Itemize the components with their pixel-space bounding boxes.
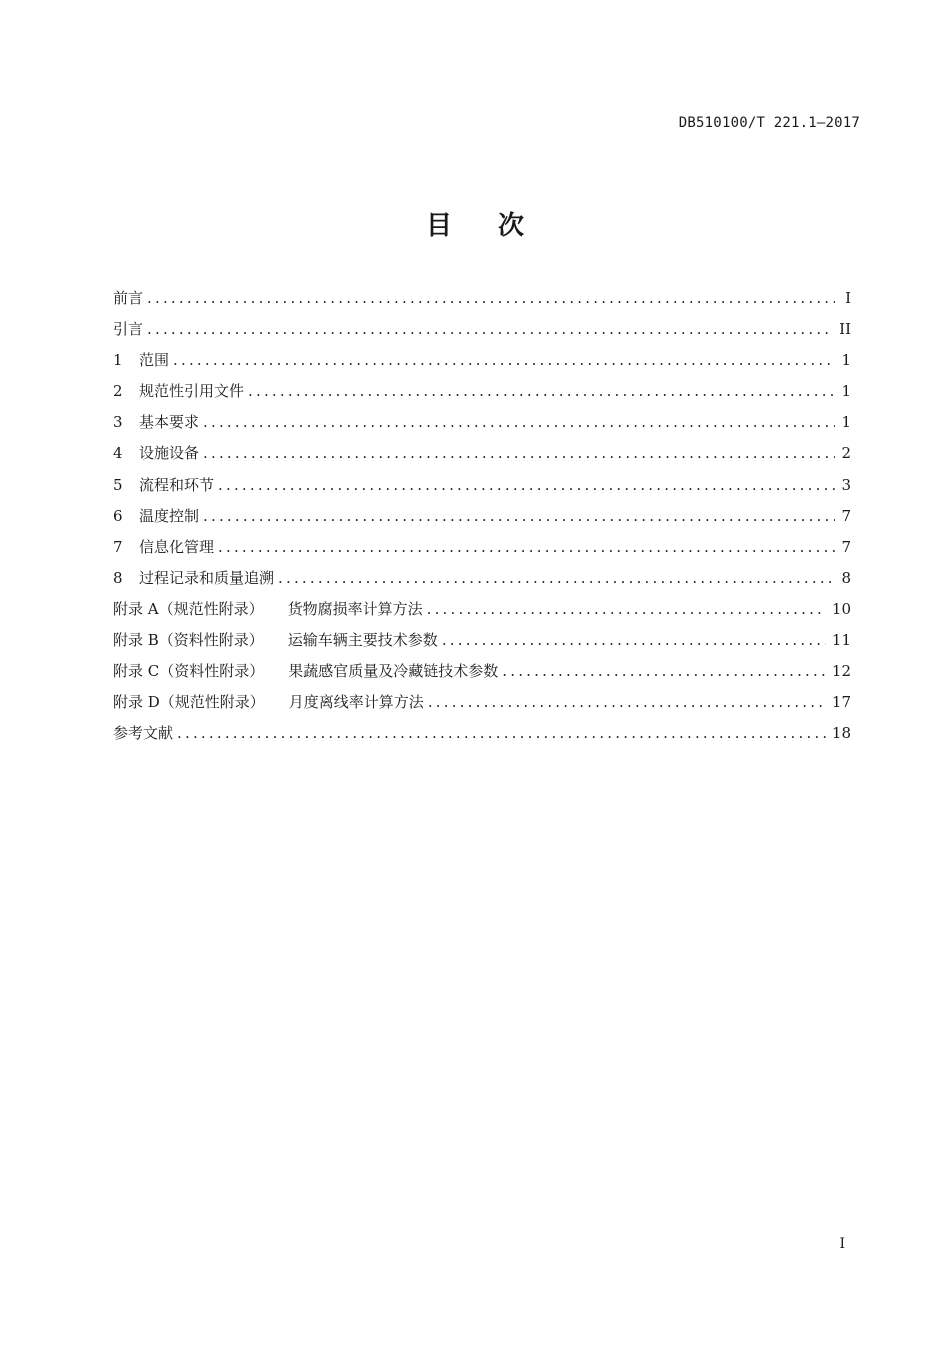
toc-dot-leader [502,656,826,687]
toc-dot-leader [427,594,826,625]
toc-dot-leader [147,314,833,345]
toc-dot-leader [147,283,835,314]
toc-entry-label: 果蔬感官质量及冷藏链技术参数 [288,662,499,681]
toc-entry[interactable] [113,501,851,532]
toc-entry-appendix-prefix: 附录 C（资料性附录） [113,662,265,681]
toc-dot-leader [173,345,835,376]
toc-entry-number: 5 [113,475,123,494]
toc-entry[interactable] [113,407,851,438]
toc-entry-label: 设施设备 [139,444,200,463]
toc-entry-number: 3 [113,413,123,432]
toc-entry-appendix-prefix: 附录 B（资料性附录） [113,631,264,650]
toc-entry-page: 10 [831,599,851,618]
table-of-contents [113,283,851,749]
toc-entry[interactable] [113,532,851,563]
toc-entry[interactable] [113,376,851,407]
toc-entry-page: 11 [831,631,851,650]
toc-dot-leader [203,501,835,532]
toc-entry-label: 流程和环节 [139,475,215,494]
toc-entry-label: 范围 [139,351,170,370]
toc-entry-page: 8 [841,568,851,587]
toc-entry-label: 规范性引用文件 [139,382,245,401]
toc-entry-label: 参考文献 [113,724,174,743]
toc-entry[interactable] [113,594,851,625]
toc-entry[interactable] [113,314,851,345]
toc-entry[interactable] [113,470,851,501]
toc-entry-page: 1 [841,382,851,401]
toc-dot-leader [218,532,835,563]
toc-entry-label: 基本要求 [139,413,200,432]
toc-entry-number: 7 [113,537,123,556]
toc-entry[interactable] [113,718,851,749]
toc-entry-number: 4 [113,444,123,463]
toc-entry[interactable] [113,283,851,314]
toc-dot-leader [248,376,835,407]
toc-entry-appendix-prefix: 附录 A（规范性附录） [113,599,264,618]
toc-dot-leader [442,625,826,656]
toc-entry[interactable] [113,625,851,656]
page-number: I [839,1236,845,1252]
toc-dot-leader [203,407,835,438]
toc-dot-leader [278,563,835,594]
toc-entry-number: 2 [113,382,123,401]
toc-entry-number: 6 [113,506,123,525]
toc-entry[interactable] [113,345,851,376]
toc-entry-label: 温度控制 [139,506,200,525]
toc-entry[interactable] [113,687,851,718]
toc-entry-page: 1 [841,351,851,370]
toc-dot-leader [177,718,826,749]
title-char-1: 目 [425,211,452,241]
toc-entry-page: II [839,320,851,339]
toc-entry-appendix-prefix: 附录 D（规范性附录） [113,693,265,712]
toc-entry-label: 货物腐损率计算方法 [287,599,423,618]
toc-entry-page: 17 [831,693,851,712]
toc-entry-label: 引言 [113,320,144,339]
toc-dot-leader [428,687,826,718]
toc-entry-number: 8 [113,568,123,587]
toc-entry[interactable] [113,656,851,687]
toc-entry-page: 7 [841,506,851,525]
toc-entry[interactable] [113,563,851,594]
toc-entry-label: 前言 [113,289,144,307]
toc-entry[interactable] [113,438,851,469]
toc-entry-page: 18 [831,724,851,743]
toc-entry-label: 运输车辆主要技术参数 [287,631,438,650]
title-char-2: 次 [498,211,525,241]
toc-entry-page: 3 [841,475,851,494]
page-title [0,205,950,242]
toc-entry-label: 月度离线率计算方法 [288,693,424,712]
toc-entry-page: I [845,289,851,307]
toc-entry-page: 12 [831,662,851,681]
toc-entry-label: 过程记录和质量追溯 [139,568,275,587]
document-code: DB510100/T 221.1—2017 [678,115,860,131]
toc-entry-page: 1 [841,413,851,432]
toc-entry-number: 1 [113,351,123,370]
toc-dot-leader [203,438,835,469]
toc-dot-leader [218,470,835,501]
toc-entry-label: 信息化管理 [139,537,215,556]
toc-entry-page: 7 [841,537,851,556]
toc-entry-page: 2 [841,444,851,463]
